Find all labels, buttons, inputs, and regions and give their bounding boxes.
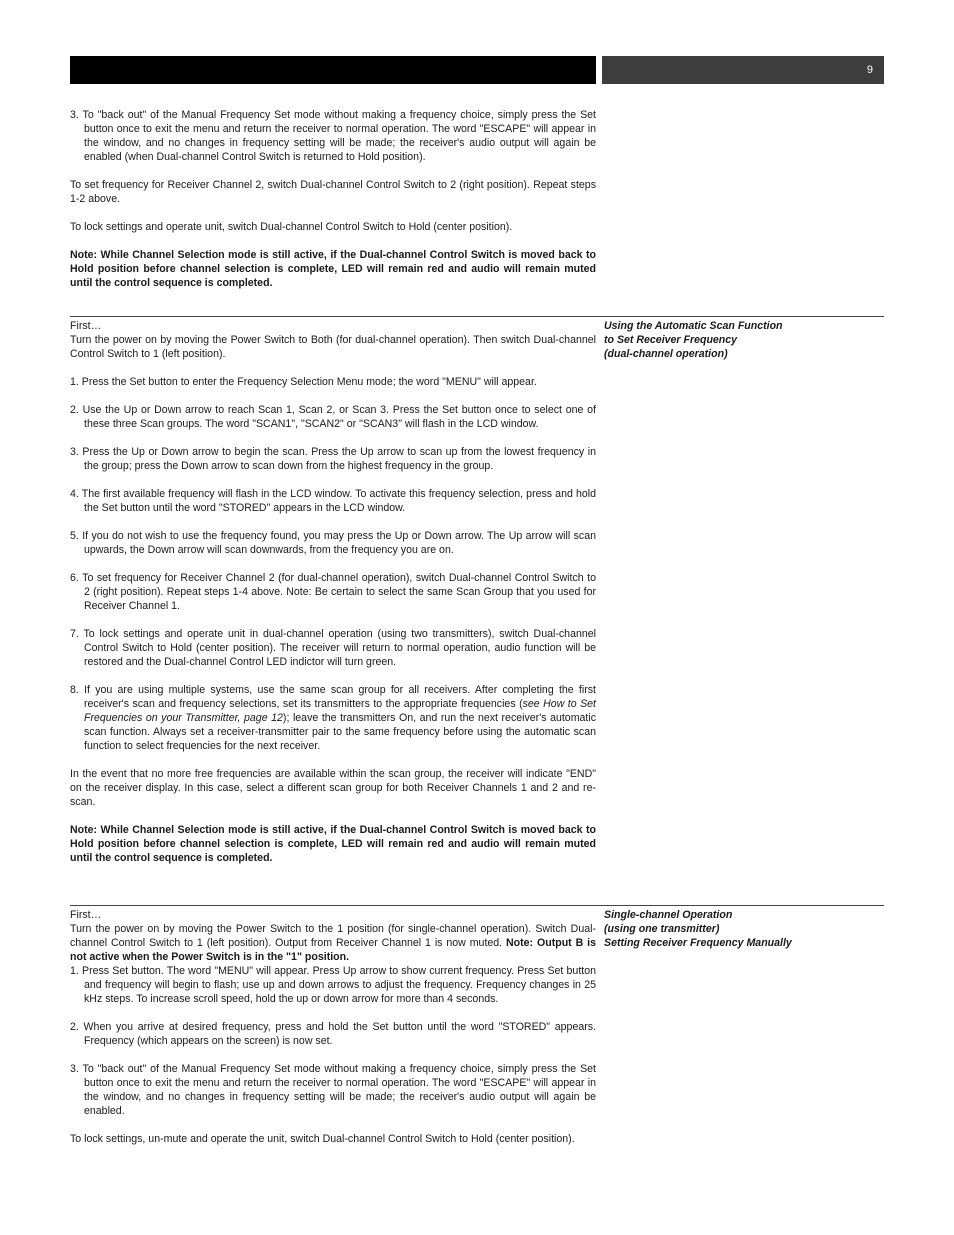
section-heading-single-channel [604, 908, 884, 950]
heading-line: Using the Automatic Scan Function [604, 320, 783, 332]
step-2: 2. Use the Up or Down arrow to reach Scan 1, Scan 2, or Scan 3. Press the Set button once to select one of these three Scan groups. The word "SCAN1", "SCAN2" or "SCAN3" will flash in the LCD window. [70, 404, 596, 430]
heading-line: to Set Receiver Frequency [604, 334, 738, 346]
note-channel-selection: Note: While Channel Selection mode is still active, if the Dual-channel Control Switch is moved back to Hold position before channel selection is complete, LED will remain red and audio will remain muted until the control sequence is completed. [70, 249, 596, 289]
paragraph-channel-2: To set frequency for Receiver Channel 2, switch Dual-channel Control Switch to 2 (right position). Repeat steps 1-2 above. [70, 179, 596, 205]
paragraph-intro: Turn the power on by moving the Power Switch to Both (for dual-channel operation). Then switch Dual-channel Control Switch to 1 (left position). [70, 334, 596, 360]
first-label: First… [70, 320, 102, 332]
step-2: 2. When you arrive at desired frequency, press and hold the Set button until the word "STORED" appears. Frequency (which appears on the screen) is now set. [70, 1021, 596, 1047]
step-7: 7. To lock settings and operate unit in dual-channel operation (using two transmitters), switch Dual-channel Control Switch to Hold (center position). The receiver will return to normal operation, audio function will be restored and the Dual-channel Control LED indictor will turn green. [70, 628, 596, 668]
cross-reference: see How to Set Frequencies on your Transmitter, page 12 [84, 698, 596, 724]
step-3: 3. To "back out" of the Manual Frequency Set mode without making a frequency choice, simply press the Set button once to exit the menu and return the receiver to normal operation. The word "ESCAPE" will appear in the window, and no changes in frequency setting will be made; the receiver's audio output will again be enabled. [70, 1063, 596, 1117]
first-label: First… [70, 909, 102, 921]
step-1: 1. Press Set button. The word "MENU" will appear. Press Up arrow to show current frequency. Press Set button and frequency will begin to flash; use up and down arrows to adjust the frequency. Frequency changes in 25 kHz steps. To increase scroll speed, hold the up or down arrow for more than 4 seconds. [70, 965, 596, 1005]
section-heading-auto-scan [604, 319, 884, 361]
paragraph-intro: Turn the power on by moving the Power Switch to the 1 position (for single-channel operation). Switch Dual-channel Control Switch to 1 (left position). Output from Receiver Channel 1 is now muted. Note: Output B is not active when the Power Switch is in the "1" position. [70, 923, 596, 963]
step-3: 3. Press the Up or Down arrow to begin the scan. Press the Up arrow to scan up from the lowest frequency in the group; press the Down arrow to scan down from the highest frequency in the group. [70, 446, 596, 472]
note-channel-selection: Note: While Channel Selection mode is still active, if the Dual-channel Control Switch is moved back to Hold position before channel selection is complete, LED will remain red and audio will remain muted until the control sequence is completed. [70, 824, 596, 864]
step-3-back-out: 3. To "back out" of the Manual Frequency Set mode without making a frequency choice, simply press the Set button once to exit the menu and return the receiver to normal operation. The word "ESCAPE" will appear in the window, and no changes in frequency setting will be made; the receiver's audio output will again be enabled (when Dual-channel Control Switch is returned to Hold position). [70, 109, 596, 163]
section-divider [70, 905, 884, 906]
paragraph-end: In the event that no more free frequencies are available within the scan group, the receiver will indicate "END" on the receiver display. In this case, select a different scan group for both Receiver Channels 1 and 2 and re-scan. [70, 768, 596, 808]
heading-line: Setting Receiver Frequency Manually [604, 937, 792, 949]
paragraph-lock-settings: To lock settings, un-mute and operate the unit, switch Dual-channel Control Switch to Hold (center position). [70, 1133, 575, 1145]
step-4: 4. The first available frequency will flash in the LCD window. To activate this frequency selection, press and hold the Set button until the word "STORED" appears in the LCD window. [70, 488, 596, 514]
section-auto-scan [70, 319, 596, 865]
heading-line: (using one transmitter) [604, 923, 720, 935]
heading-line: (dual-channel operation) [604, 348, 728, 360]
step-8: 8. If you are using multiple systems, use the same scan group for all receivers. After completing the first receiver's scan and frequency selections, set its transmitters to the appropriate frequencies (see How to Set Frequencies on your Transmitter, page 12); leave the transmitters On, and run the next receiver's automatic scan function. Always set a receiver-transmitter pair to the same frequency before using the automatic scan function to select frequencies for the next receiver. [70, 684, 597, 752]
page-number: 9 [866, 64, 873, 76]
section-manual-continued [70, 108, 596, 290]
heading-line: Single-channel Operation [604, 909, 733, 921]
header-bar-right [602, 56, 884, 84]
paragraph-lock-settings: To lock settings and operate unit, switch Dual-channel Control Switch to Hold (center position). [70, 221, 513, 233]
section-divider [70, 316, 884, 317]
step-6: 6. To set frequency for Receiver Channel 2 (for dual-channel operation), switch Dual-channel Control Switch to 2 (right position). Repeat steps 1-4 above. Note: Be certain to select the same Scan Group that you used for Receiver Channel 1. [70, 572, 596, 612]
step-1: 1. Press the Set button to enter the Frequency Selection Menu mode; the word "MENU" will appear. [70, 376, 537, 388]
step-5: 5. If you do not wish to use the frequency found, you may press the Up or Down arrow. The Up arrow will scan upwards, the Down arrow will scan downwards, from the frequency you are on. [70, 530, 596, 556]
header-bar-left [70, 56, 596, 84]
note-output-b: Note: Output B is not active when the Power Switch is in the "1" position. [70, 937, 596, 963]
section-single-channel [70, 908, 596, 1146]
